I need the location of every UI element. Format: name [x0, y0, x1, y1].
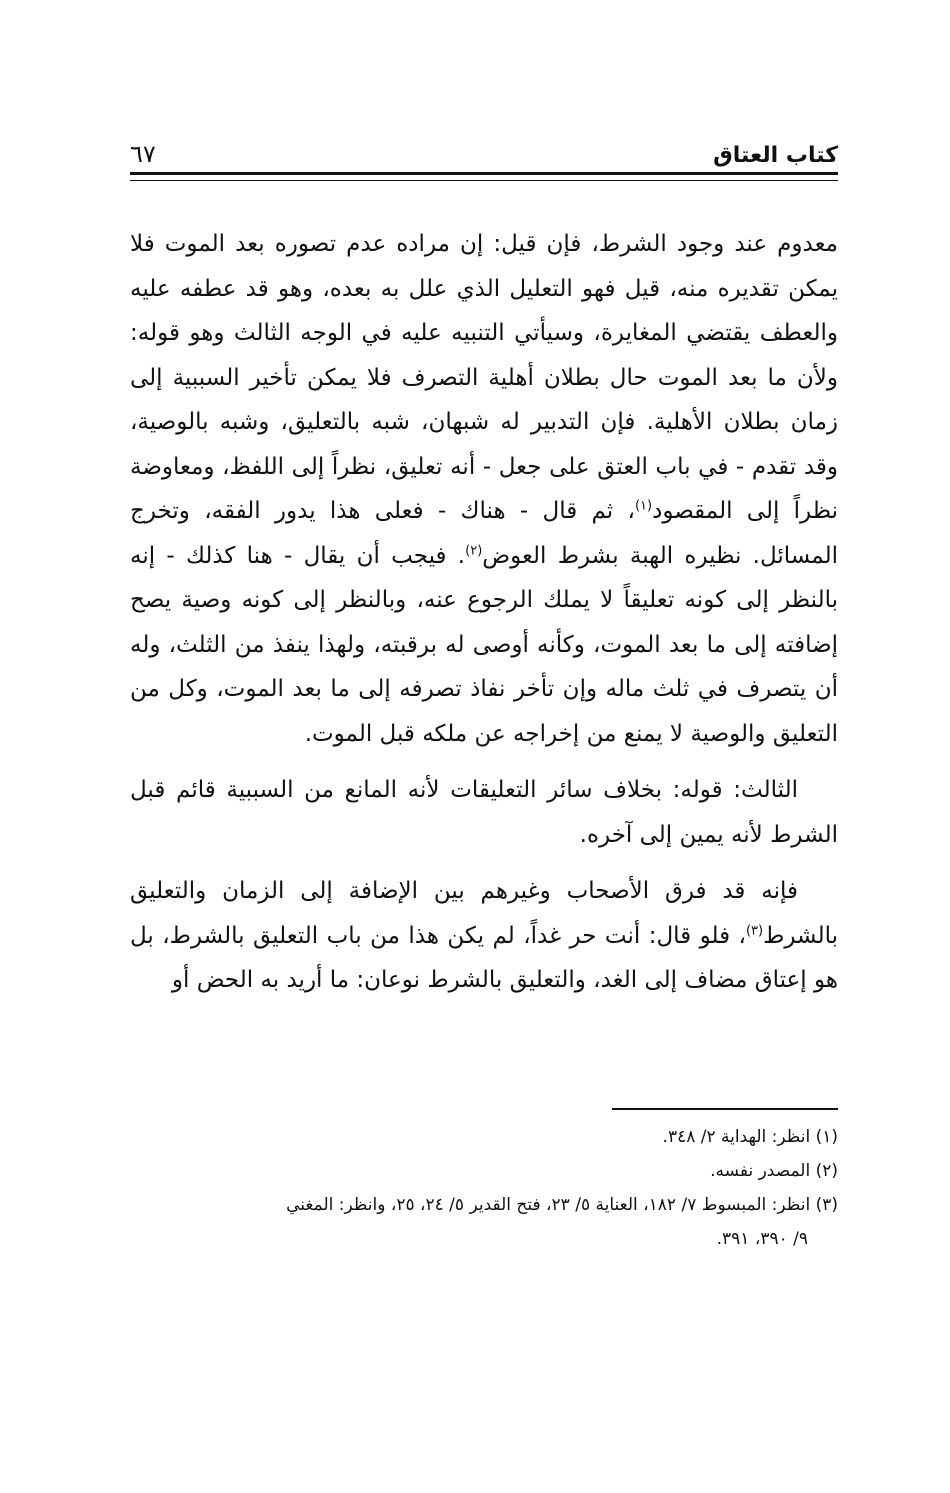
paragraph: الثالث: قوله: بخلاف سائر التعليقات لأنه المانع من السببية قائم قبل الشرط لأنه يمين إلى آخره.	[130, 777, 838, 848]
paragraph: معدوم عند وجود الشرط، فإن قيل: إن مراده عدم تصوره بعد الموت فلا يمكن تقديره منه، قيل فهو التعليل الذي علل به بعده، وهو قد عطفه عليه والعطف يقتضي المغايرة، وسيأتي التنبيه عليه في الوجه الثالث وهو قوله: ولأن ما بعد الموت حال بطلان أهلية التصرف فلا يمكن تأخير السببية إلى زمان بطلان الأهلية. فإن التدبير له شبهان، شبه بالتعليق، وشبه بالوصية، وقد تقدم - في باب العتق على جعل - أنه تعليق، نظراً إلى اللفظ، ومعاوضة نظراً إلى المقصود$^{(١)}$، ثم قال - هناك - فعلى هذا يدور الفقه، وتخرج المسائل. نظيره الهبة بشرط العوض$^{(٢)}$. فيجب أن يقال - هنا كذلك - إنه بالنظر إلى كونه تعليقاً لا يملك الرجوع عنه، وبالنظر إلى كونه وصية يصح إضافته إلى ما بعد الموت، وكأنه أوصى له برقبته، ولهذا ينفذ من الثلث، وله أن يتصرف في ثلث ماله وإن تأخر نفاذ تصرفه إلى ما بعد الموت، وكل من التعليق والوصية لا يمنع من إخراجه عن ملكه قبل الموت.	[130, 231, 838, 747]
footnote-continuation: ٩/ ٣٩٠، ٣٩١.	[716, 1229, 808, 1249]
paragraph: فإنه قد فرق الأصحاب وغيرهم بين الإضافة إلى الزمان والتعليق بالشرط$^{(٣)}$، فلو قال: أنت حر غداً، لم يكن هذا من باب التعليق بالشرط، بل هو إعتاق مضاف إلى الغد، والتعليق بالشرط نوعان: ما أريد به الحض أو	[130, 878, 838, 993]
page-header	[130, 128, 838, 168]
footnote: (٣) انظر: المبسوط ٧/ ١٨٢، العناية ٥/ ٢٣، فتح القدير ٥/ ٢٤، ٢٥، وانظر: المغني	[286, 1195, 838, 1215]
footnote-ref: (٣)	[745, 922, 764, 938]
footnotes	[130, 1120, 838, 1256]
footnote: (٢) المصدر نفسه.	[710, 1161, 838, 1181]
footnote: (١) انظر: الهداية ٢/ ٣٤٨.	[662, 1127, 838, 1147]
page-number: ٦٧	[130, 140, 156, 168]
header-rule-thin	[130, 180, 838, 181]
running-title: كتاب العتاق	[713, 143, 838, 168]
footnote-ref: (١)	[634, 498, 653, 514]
header-rule-thick	[130, 172, 838, 175]
footnote-separator	[612, 1108, 838, 1110]
main-text	[130, 222, 838, 1003]
footnote-ref: (٢)	[465, 542, 483, 558]
